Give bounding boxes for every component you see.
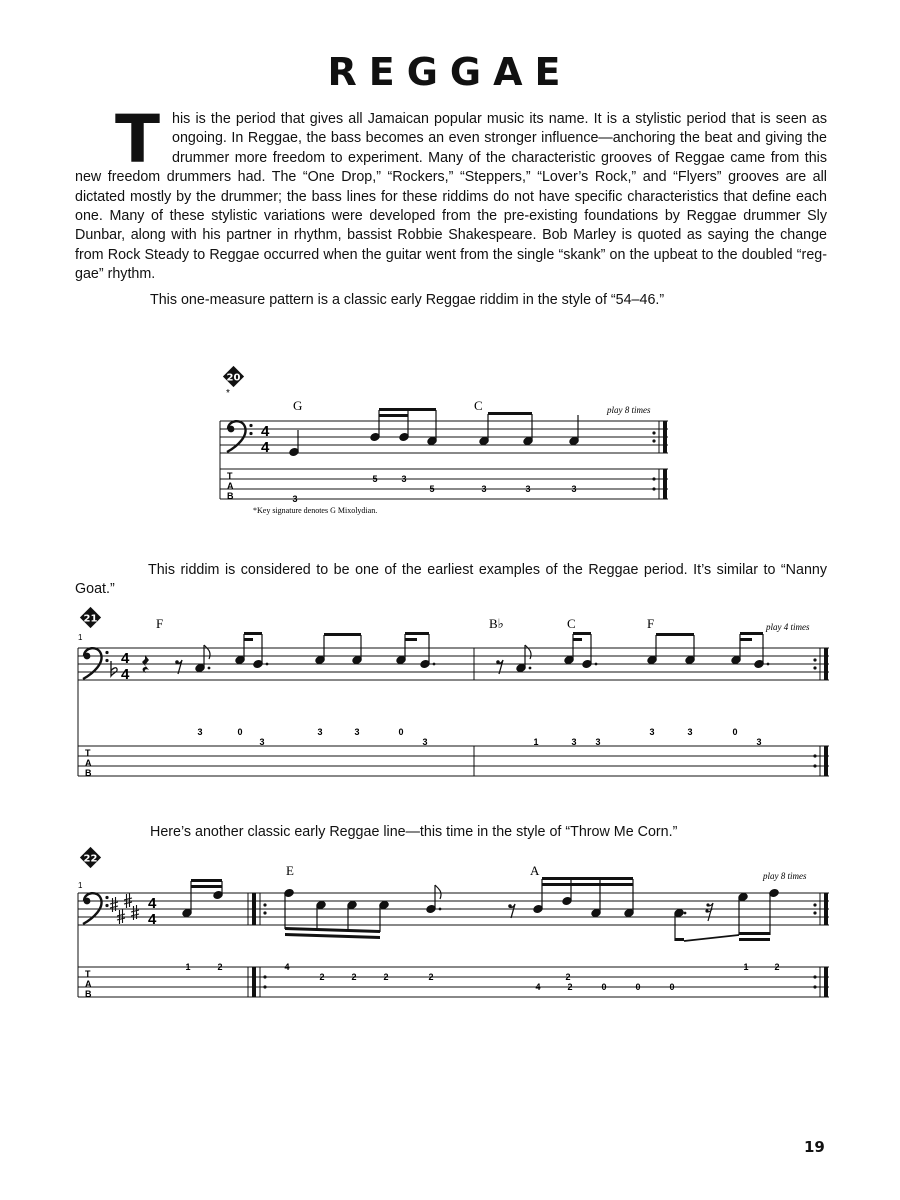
asterisk: *: [226, 388, 230, 399]
footnote: *Key signature denotes G Mixolydian.: [253, 506, 378, 515]
svg-text:3: 3: [259, 737, 265, 747]
svg-text:0: 0: [398, 727, 404, 737]
svg-text:T: T: [227, 471, 233, 481]
paragraph-example-20: This one-measure pattern is a classic early Reggae riddim in the style of “54–46.”: [150, 292, 665, 308]
svg-text:22: 22: [83, 853, 98, 865]
flat-icon: [111, 661, 117, 676]
svg-text:1: 1: [533, 737, 539, 747]
example-21: [78, 607, 829, 778]
svg-text:2: 2: [383, 972, 389, 982]
svg-text:2: 2: [567, 982, 573, 992]
svg-text:2: 2: [428, 972, 434, 982]
svg-text:0: 0: [601, 982, 607, 992]
time-signature-bottom: 4: [121, 666, 130, 683]
svg-text:0: 0: [635, 982, 641, 992]
svg-text:3: 3: [317, 727, 323, 737]
svg-text:3: 3: [687, 727, 693, 737]
svg-text:3: 3: [525, 484, 531, 494]
tab-staff: [78, 746, 829, 776]
example-number-badge: [80, 607, 101, 628]
svg-text:1: 1: [185, 962, 191, 972]
svg-text:2: 2: [217, 962, 223, 972]
svg-text:0: 0: [237, 727, 243, 737]
svg-text:2: 2: [319, 972, 325, 982]
svg-text:5: 5: [429, 484, 435, 494]
chord-g: G: [293, 398, 303, 413]
svg-text:3: 3: [197, 727, 203, 737]
example-20: [220, 366, 668, 515]
svg-text:3: 3: [422, 737, 428, 747]
svg-text:A: A: [85, 979, 92, 989]
notes: [195, 632, 770, 672]
example-number-badge: [80, 847, 101, 868]
paragraph-example-22: Here’s another classic early Reggae line—this time in the style of “Throw Me Corn.”: [150, 824, 678, 840]
example-22: [78, 847, 829, 999]
svg-text:B: B: [85, 768, 92, 778]
chord-c: C: [567, 616, 576, 631]
svg-text:20: 20: [226, 372, 241, 384]
chord-a: A: [530, 863, 540, 878]
time-signature-top: 4: [148, 895, 157, 912]
svg-text:1: 1: [743, 962, 749, 972]
svg-text:3: 3: [756, 737, 762, 747]
repeat-instruction: play 8 times: [607, 405, 651, 415]
tab-clef: [85, 969, 92, 999]
chord-e: E: [286, 863, 294, 878]
measure-number: 1: [78, 881, 83, 890]
svg-text:21: 21: [83, 613, 98, 625]
svg-text:3: 3: [481, 484, 487, 494]
tab-staff: [78, 967, 829, 997]
tab-clef: [227, 471, 234, 501]
tab-clef: [85, 748, 92, 778]
time-signature-top: 4: [261, 423, 270, 440]
time-signature-top: 4: [121, 650, 130, 667]
svg-text:3: 3: [401, 474, 407, 484]
time-signature-bottom: 4: [148, 911, 157, 928]
svg-text:3: 3: [292, 494, 298, 504]
svg-text:2: 2: [351, 972, 357, 982]
notes: [289, 408, 579, 456]
svg-text:3: 3: [595, 737, 601, 747]
paragraph-example-21: This riddim is considered to be one of the earliest examples of the Reggae period. It’s similar to “Nanny Goat.”: [75, 562, 827, 598]
repeat-instruction: play 8 times: [763, 871, 807, 881]
measure-number: 1: [78, 633, 83, 642]
svg-text:2: 2: [565, 972, 571, 982]
svg-text:3: 3: [571, 484, 577, 494]
svg-text:B: B: [227, 491, 234, 501]
chord-f: F: [156, 616, 164, 631]
svg-text:A: A: [85, 758, 92, 768]
time-signature-bottom: 4: [261, 439, 270, 456]
svg-text:T: T: [85, 748, 91, 758]
repeat-instruction: play 4 times: [766, 622, 810, 632]
svg-text:5: 5: [372, 474, 378, 484]
svg-text:T: T: [85, 969, 91, 979]
drop-cap: T: [115, 101, 161, 178]
svg-text:0: 0: [732, 727, 738, 737]
chord-b-flat: B♭: [489, 616, 504, 631]
tab-staff: [220, 469, 668, 499]
example-number-badge: [223, 366, 244, 387]
svg-text:4: 4: [535, 982, 541, 992]
svg-text:3: 3: [649, 727, 655, 737]
svg-text:A: A: [227, 481, 234, 491]
chord-c: C: [474, 398, 483, 413]
svg-text:4: 4: [284, 962, 290, 972]
staff: [78, 648, 829, 776]
svg-text:3: 3: [354, 727, 360, 737]
page-title: REGGAE: [327, 50, 573, 94]
staff: [220, 421, 668, 499]
page-number: 19: [804, 1138, 825, 1156]
svg-text:B: B: [85, 989, 92, 999]
svg-text:0: 0: [669, 982, 675, 992]
svg-text:3: 3: [571, 737, 577, 747]
svg-text:2: 2: [774, 962, 780, 972]
tab-numbers: [197, 727, 761, 747]
intro-text: his is the period that gives all Jamaican popular music its name. It is a stylistic period that is seen as ongoing. In Reggae, the bass becomes an even stronger influence—anchoring the beat and giving the drummer more freedom to experiment. Many of the characteristic grooves of Reggae came from this new freedom drummers had. The “One Drop,” “Rockers,” “Steppers,” “Lover’s Rock,” and “Flyers” grooves are all dictated mostly by the drummer; the bass lines for these riddims do not have specific characteristics that define each one. Many of these stylistic variations were developed from the pre-existing foundations by Reggae drummer Sly Dunbar, along with his partner in rhythm, bassist Robbie Shakespeare. Bob Marley is quoted as saying the change from Rock Steady to Reggae occurred when the guitar went from the single “skank” on the upbeat to the doubled “reg-gae” rhythm.: [75, 111, 827, 283]
chord-f-2: F: [647, 616, 655, 631]
